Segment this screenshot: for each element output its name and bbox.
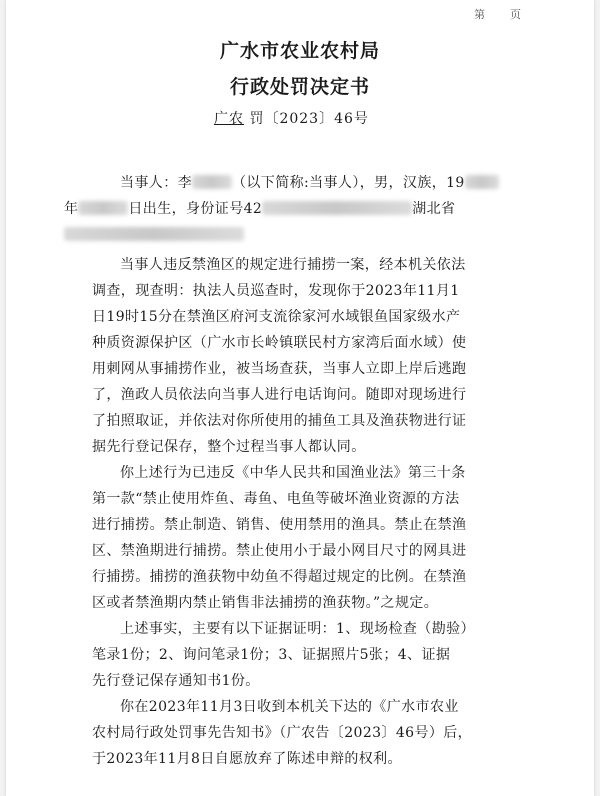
- redacted-address: [64, 227, 244, 241]
- page-mark-prefix: 第: [474, 8, 485, 21]
- agency-title: 广水市农业农村局: [219, 40, 380, 62]
- body-line: 行捕捞。捕捞的渔获物中幼鱼不得超过规定的比例。在禁渔: [92, 569, 467, 585]
- doc-number-prefix: 广农: [214, 111, 244, 127]
- page-number-mark: [474, 6, 521, 22]
- body-line: 笔录1份；2、询问笔录1份；3、证据照片5张；4、证据: [92, 647, 451, 663]
- redacted-id-number: [262, 201, 412, 215]
- body-line: 了，渔政人员依法向当事人进行电话询问。随即对现场进行: [92, 387, 467, 403]
- party-details: （以下简称:当事人），男，汉族，19: [232, 175, 465, 191]
- redacted-birth-year: [465, 175, 499, 189]
- findings-paragraph: [92, 252, 522, 460]
- body-line: 据先行登记保存，整个过程当事人都认同。: [92, 439, 366, 455]
- redacted-name: [192, 175, 232, 189]
- body-line: 用刺网从事捕捞作业，被当场查获，当事人立即上岸后逃跑: [92, 361, 467, 377]
- body-line: 上述事实，主要有以下证据证明：1、现场检查（勘验）: [120, 621, 475, 637]
- violation-paragraph: [92, 460, 522, 616]
- body-line: 区或者禁渔期内禁止销售非法捕捞的渔获物。”之规定。: [92, 595, 439, 611]
- body-line: 日19时15分在禁渔区府河支流徐家河水域银鱼国家级水产: [92, 309, 461, 325]
- body-line: 先行登记保存通知书1份。: [92, 673, 260, 689]
- body-line: 于2023年11月8日自愿放弃了陈述申辩的权利。: [92, 751, 402, 767]
- document-number: [214, 108, 369, 128]
- doc-number-rest: 罚〔2023〕46号: [249, 111, 369, 127]
- evidence-paragraph: [92, 616, 522, 694]
- province-text: 湖北省: [412, 201, 456, 217]
- body-line: 种质资源保护区（广水市长岭镇联民村方家湾后面水域）使: [92, 335, 467, 351]
- document-type-title: 行政处罚决定书: [229, 76, 370, 98]
- notice-paragraph: [92, 694, 522, 772]
- party-info-paragraph: [64, 170, 522, 248]
- body-line: 了拍照取证，并依法对你所使用的捕鱼工具及渔获物进行证: [92, 413, 467, 429]
- id-label: 日出生，身份证号42: [128, 201, 263, 217]
- redacted-birth-date: [78, 201, 128, 215]
- party-label: 当事人：李: [120, 175, 192, 191]
- body-line: 当事人违反禁渔区的规定进行捕捞一案，经本机关依法: [120, 257, 466, 273]
- body-line: 区、禁渔期进行捕捞。禁止使用小于最小网目尺寸的网具进: [92, 543, 467, 559]
- body-line: 你上述行为已违反《中华人民共和国渔业法》第三十条: [120, 465, 466, 481]
- document-body: [64, 170, 522, 772]
- body-line: 进行捕捞。禁止制造、销售、使用禁用的渔具。禁止在禁渔: [92, 517, 467, 533]
- page-mark-suffix: 页: [510, 8, 521, 21]
- body-line: 你在2023年11月3日收到本机关下达的《广水市农业: [120, 699, 459, 715]
- body-line: 第一款“禁止使用炸鱼、毒鱼、电鱼等破坏渔业资源的方法: [92, 491, 460, 507]
- body-line: 农村局行政处罚事先告知书》（广农告〔2023〕46号）后，: [92, 725, 473, 741]
- birth-year-label: 年: [64, 201, 79, 217]
- body-line: 调查，现查明：执法人员巡查时，发现你于2023年11月1: [92, 283, 460, 299]
